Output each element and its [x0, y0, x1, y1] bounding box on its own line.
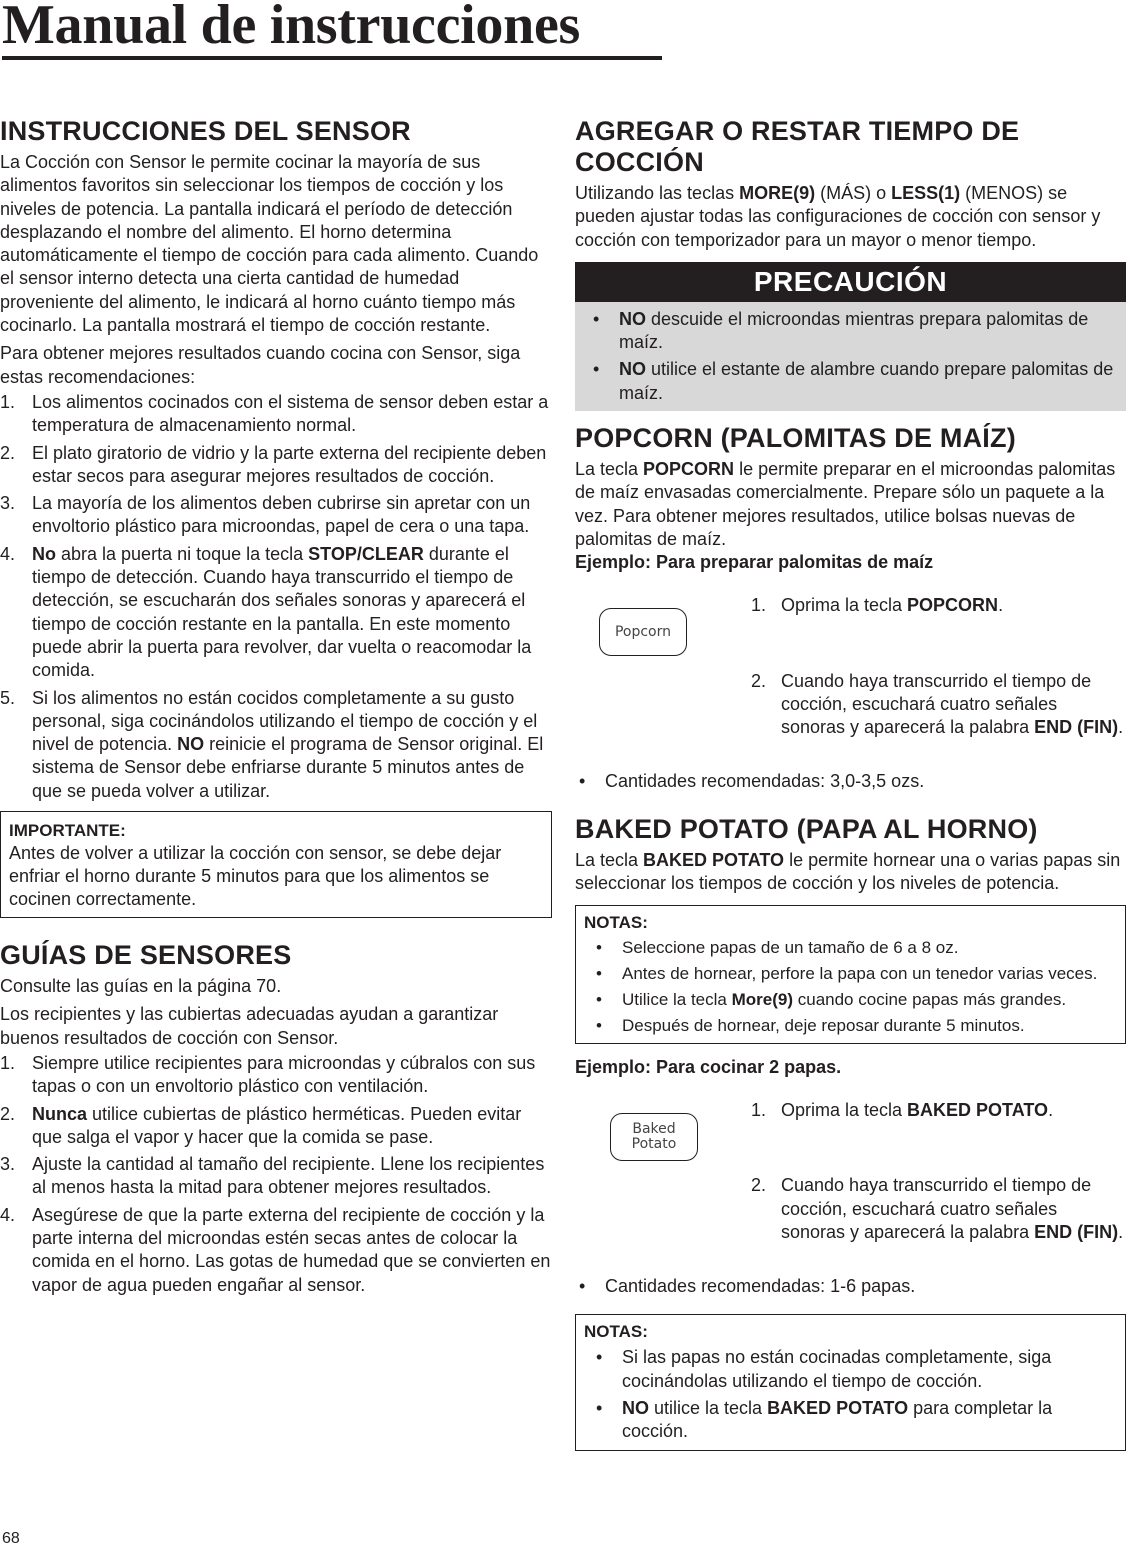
notes-title: NOTAS:: [584, 1322, 648, 1342]
popcorn-steps: [575, 594, 1126, 762]
page-title: Manual de instrucciones: [2, 0, 581, 56]
guides-list: [0, 1052, 552, 1297]
popcorn-example: Ejemplo: Para preparar palomitas de maíz: [575, 552, 934, 573]
list-item: 5. Si los alimentos no están cocidos completamente a su gusto personal, siga cocinándolos utilizando el tiempo de cocción y el nivel de potencia. NO reinicie el programa de Sensor original. El sistema de Sensor debe enfriarse durante 5 minutos antes de que se pueda volver a utilizar.: [0, 687, 544, 801]
list-item: 4. Asegúrese de que la parte externa del recipiente de cocción y la parte interna del microondas estén secas antes de colocar la comida en el horno. Las gotas de humedad que se convierten en vapor de agua pueden engañar al sensor.: [0, 1204, 551, 1295]
sensor-heading: INSTRUCCIONES DEL SENSOR: [0, 116, 411, 146]
list-item: 1. Siempre utilice recipientes para microondas y cúbralos con sus tapas o con un envoltorio plástico con ventilación.: [0, 1052, 536, 1097]
caution-heading: PRECAUCIÓN: [575, 262, 1126, 302]
list-item: 3. Ajuste la cantidad al tamaño del recipiente. Llene los recipientes al menos hasta la mitad para obtener mejores resultados.: [0, 1154, 545, 1198]
right-column: [575, 116, 1126, 1451]
caution-body: [575, 302, 1126, 411]
guides-heading: GUÍAS DE SENSORES: [0, 940, 292, 971]
sensor-recommend: Para obtener mejores resultados cuando cocina con Sensor, siga estas recomendaciones:: [0, 343, 521, 387]
list-item: 2. Cuando haya transcurrido el tiempo de cocción, escuchará cuatro señales sonoras y aparecerá la palabra END (FIN).: [751, 1175, 1124, 1243]
list-item: • Seleccione papas de un tamaño de 6 a 8 oz.: [596, 938, 959, 958]
title-rule: [2, 56, 662, 60]
list-item: 2. Nunca utilice cubiertas de plástico herméticas. Pueden evitar que salga el vapor y hacer que la comida se pase.: [0, 1103, 522, 1147]
list-item: • Utilice la tecla More(9) cuando cocine papas más grandes.: [596, 990, 1067, 1010]
baked-potato-key-icon: Baked Potato: [610, 1113, 698, 1161]
list-item: • Si las papas no están cocinadas completamente, siga cocinándolas utilizando el tiempo de cocción.: [596, 1347, 1052, 1391]
list-item: 1. Oprima la tecla BAKED POTATO.: [751, 1100, 1054, 1121]
sensor-list: [0, 391, 552, 803]
notes-title: NOTAS:: [584, 913, 648, 933]
list-item: • Antes de hornear, perfore la papa con un tenedor varias veces.: [596, 964, 1098, 984]
list-item: • NO descuide el microondas mientras prepara palomitas de maíz.: [593, 308, 1089, 353]
popcorn-key-icon: Popcorn: [599, 608, 687, 656]
list-item: • NO utilice el estante de alambre cuando prepare palomitas de maíz.: [593, 359, 1114, 403]
list-item: 1. Oprima la tecla POPCORN.: [751, 595, 1004, 616]
important-text: Antes de volver a utilizar la cocción con sensor, se debe dejar enfriar el horno durante 5 minutos para que los alimentos se cocinen correctamente.: [9, 843, 502, 910]
list-item: 2. El plato giratorio de vidrio y la parte externa del recipiente deben estar secos para asegurar mejores resultados de cocción.: [0, 442, 547, 486]
potato-notes2-box: [575, 1314, 1126, 1450]
potato-heading: BAKED POTATO (PAPA AL HORNO): [575, 813, 1038, 844]
important-title: IMPORTANTE:: [9, 821, 126, 841]
addtime-text: Utilizando las teclas MORE(9) (MÁS) o LESS(1) (MENOS) se pueden ajustar todas las configuraciones de cocción con sensor y cocción con temporizador para un mayor o menor tiempo.: [575, 183, 1101, 250]
popcorn-text: La tecla POPCORN le permite preparar en el microondas palomitas de maíz envasadas comercialmente. Prepare sólo un paquete a la vez. Para obtener mejores resultados, utilice bolsas nuevas de palomitas de maíz.: [575, 459, 1116, 549]
potato-notes-box: [575, 905, 1126, 1044]
guides-ref: Consulte las guías en la página 70.: [0, 976, 282, 997]
page-number: 68: [2, 1530, 20, 1547]
list-item: • NO utilice la tecla BAKED POTATO para completar la cocción.: [596, 1398, 1053, 1442]
guides-intro: Los recipientes y las cubiertas adecuadas ayudan a garantizar buenos resultados de cocción con Sensor.: [0, 1004, 499, 1048]
popcorn-heading: POPCORN (PALOMITAS DE MAÍZ): [575, 423, 1016, 454]
sensor-intro: La Cocción con Sensor le permite cocinar la mayoría de sus alimentos favoritos sin seleccionar los tiempos de cocción y los niveles de potencia. La pantalla indicará el período de detección desplazando el nombre del alimento. El horno determina automáticamente el tiempo de cocción para cada alimento. Cuando el sensor interno detecta una cierta cantidad de humedad proveniente del alimento, le indicará al horno cuánto tiempo más cocinarlo. La pantalla mostrará el tiempo de cocción restante.: [0, 152, 539, 336]
important-box: [0, 811, 552, 918]
popcorn-amount: • Cantidades recomendadas: 3,0-3,5 ozs.: [579, 771, 925, 792]
list-item: 4. No abra la puerta ni toque la tecla STOP/CLEAR durante el tiempo de detección. Cuando haya transcurrido el tiempo de detección, se escucharán dos señales sonoras y aparecerá el tiempo de cocción restante en la pantalla. En este momento puede abrir la puerta para revolver, dar vuelta o reacomodar la comida.: [0, 543, 532, 681]
addtime-heading: AGREGAR O RESTAR TIEMPO DE COCCIÓN: [575, 116, 1020, 177]
potato-example: Ejemplo: Para cocinar 2 papas.: [575, 1057, 842, 1078]
list-item: 1. Los alimentos cocinados con el sistema de sensor deben estar a temperatura de almacenamiento normal.: [0, 391, 549, 436]
list-item: 2. Cuando haya transcurrido el tiempo de cocción, escuchará cuatro señales sonoras y aparecerá la palabra END (FIN).: [751, 670, 1124, 738]
potato-amount: • Cantidades recomendadas: 1-6 papas.: [579, 1276, 916, 1297]
list-item: 3. La mayoría de los alimentos deben cubrirse sin apretar con un envoltorio plástico para microondas, papel de cera o una tapa.: [0, 493, 531, 537]
potato-text: La tecla BAKED POTATO le permite hornear una o varias papas sin seleccionar los tiempos de cocción y los niveles de potencia.: [575, 849, 1121, 893]
caution-box: [575, 262, 1126, 411]
potato-steps: [575, 1099, 1126, 1267]
list-item: • Después de hornear, deje reposar durante 5 minutos.: [596, 1016, 1025, 1036]
left-column: [0, 116, 552, 1301]
